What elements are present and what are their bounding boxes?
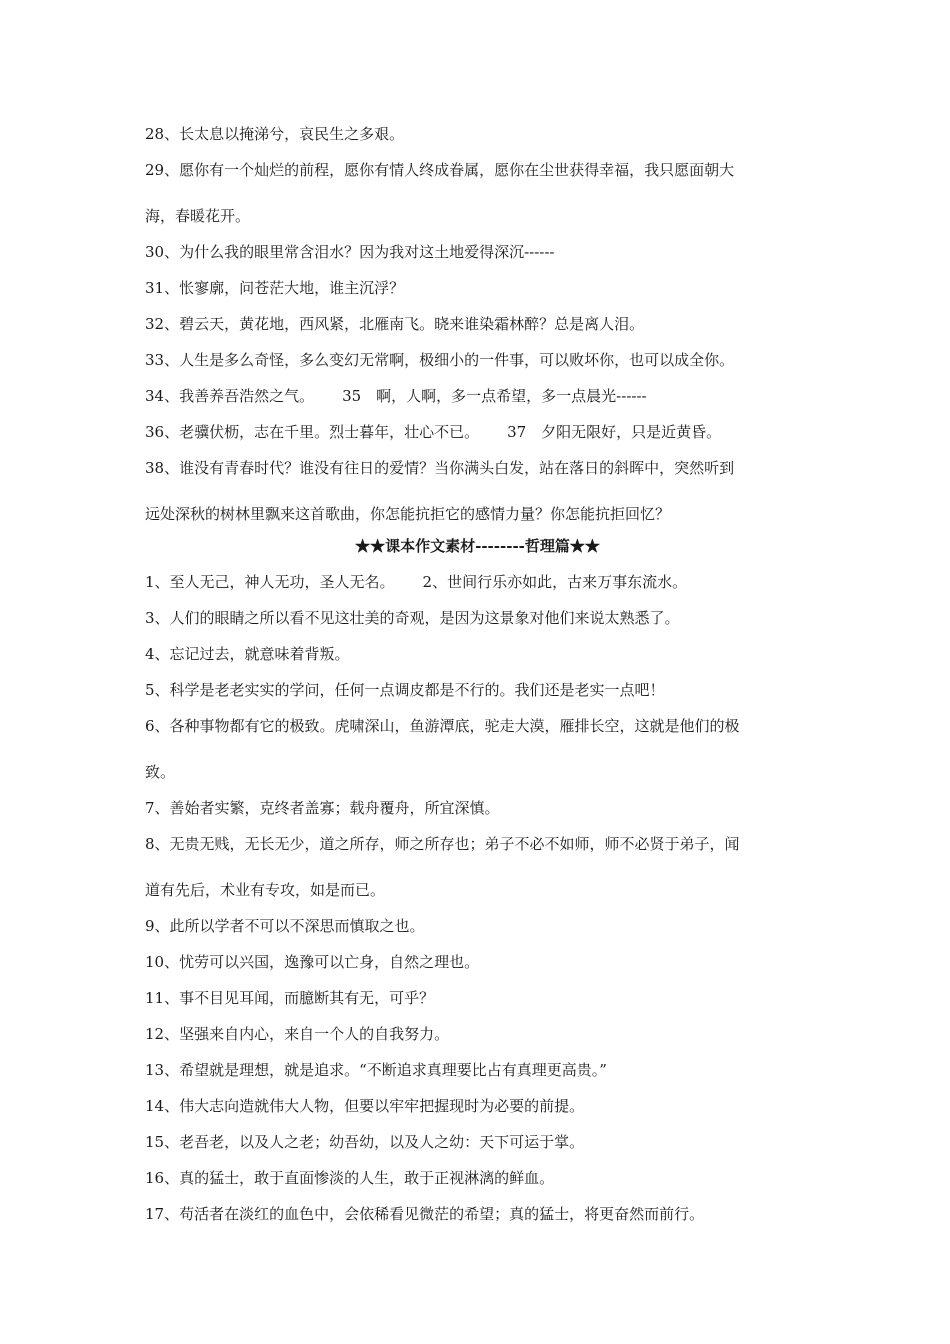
section-heading: ★★课本作文素材--------哲理篇★★ — [355, 537, 600, 555]
text-line — [145, 386, 810, 406]
text-line: 29、愿你有一个灿烂的前程，愿你有情人终成眷属，愿你在尘世获得幸福，我只愿面朝大 — [145, 161, 735, 179]
text-line: 9、此所以学者不可以不深思而慎取之也。 — [145, 917, 425, 935]
text-segment: 35 啊，人啊，多一点希望，多一点晨光------ — [342, 387, 647, 405]
text-segment: 2、世间行乐亦如此，古来万事东流水。 — [422, 573, 688, 591]
text-line: 16、真的猛士，敢于直面惨淡的人生，敢于正视淋漓的鲜血。 — [145, 1169, 555, 1187]
text-line: 17、苟活者在淡红的血色中，会依稀看见微茫的希望；真的猛士，将更奋然而前行。 — [145, 1205, 705, 1223]
text-line: 6、各种事物都有它的极致。虎啸深山，鱼游潭底，驼走大漠，雁排长空，这就是他们的极 — [145, 717, 740, 735]
text-line: 10、忧劳可以兴国，逸豫可以亡身，自然之理也。 — [145, 953, 480, 971]
text-line: 致。 — [145, 763, 176, 781]
text-line: 5、科学是老老实实的学问，任何一点调皮都是不行的。我们还是老实一点吧！ — [145, 681, 665, 699]
text-segment: 37 夕阳无限好，只是近黄昏。 — [507, 423, 722, 441]
text-line: 4、忘记过去，就意味着背叛。 — [145, 645, 350, 663]
text-line: 31、怅寥廓，问苍茫大地，谁主沉浮？ — [145, 279, 405, 297]
text-line — [145, 422, 810, 442]
text-line: 30、为什么我的眼里常含泪水？因为我对这土地爱得深沉------ — [145, 243, 555, 261]
text-line: 28、长太息以掩涕兮，哀民生之多艰。 — [145, 125, 405, 143]
text-line: 32、碧云天，黄花地，西风紧，北雁南飞。晓来谁染霜林醉？总是离人泪。 — [145, 315, 645, 333]
text-line — [145, 572, 810, 592]
text-segment: 34、我善养吾浩然之气。 — [145, 387, 315, 405]
text-line: 道有先后，术业有专攻，如是而已。 — [145, 881, 386, 899]
text-line: 13、希望就是理想，就是追求。“不断追求真理要比占有真理更高贵。” — [145, 1061, 607, 1079]
text-line: 海，春暖花开。 — [145, 207, 251, 225]
text-line: 7、善始者实繁，克终者盖寡；载舟覆舟，所宜深慎。 — [145, 799, 500, 817]
text-line: 15、老吾老，以及人之老；幼吾幼，以及人之幼：天下可运于掌。 — [145, 1133, 585, 1151]
text-line: 38、谁没有青春时代？谁没有往日的爱情？当你满头白发，站在落日的斜晖中，突然听到 — [145, 459, 735, 477]
text-line: 14、伟大志向造就伟大人物，但要以牢牢把握现时为必要的前提。 — [145, 1097, 585, 1115]
text-line: 11、事不目见耳闻，而臆断其有无，可乎？ — [145, 989, 435, 1007]
text-line: 8、无贵无贱，无长无少，道之所存，师之所存也；弟子不必不如师，师不必贤于弟子，闻 — [145, 835, 740, 853]
text-segment: 36、老骥伏枥，志在千里。烈士暮年，壮心不已。 — [145, 423, 480, 441]
text-segment: 1、至人无己，神人无功，圣人无名。 — [145, 573, 395, 591]
text-line: 33、人生是多么奇怪，多么变幻无常啊，极细小的一件事，可以败坏你，也可以成全你。 — [145, 351, 735, 369]
text-line: 远处深秋的树林里飘来这首歌曲，你怎能抗拒它的感情力量？你怎能抗拒回忆？ — [145, 505, 671, 523]
document-body — [145, 124, 810, 1240]
text-line: 3、人们的眼睛之所以看不见这壮美的奇观，是因为这景象对他们来说太熟悉了。 — [145, 609, 680, 627]
text-line: 12、坚强来自内心，来自一个人的自我努力。 — [145, 1025, 450, 1043]
